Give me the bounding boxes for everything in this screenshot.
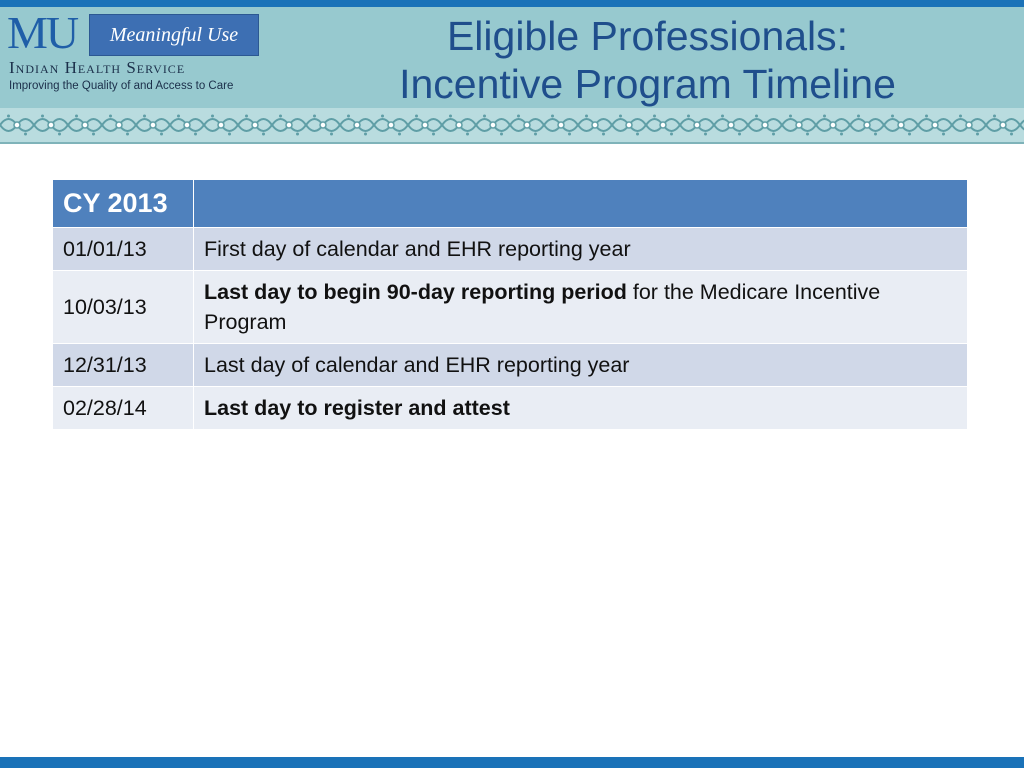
table-header-year: CY 2013	[53, 180, 194, 228]
decorative-pattern-band	[0, 108, 1024, 142]
page-title	[300, 12, 995, 108]
event-text: for the Medicare Incentive Program	[204, 280, 881, 334]
logo-tagline: Improving the Quality of and Access to Care	[9, 80, 234, 92]
table-cell-date: 01/01/13	[53, 228, 194, 271]
event-text: Last day of calendar and EHR reporting year	[204, 353, 630, 377]
table-cell-event	[194, 271, 968, 344]
pattern-ornament-icon	[0, 108, 1024, 142]
table-row	[53, 387, 968, 430]
table-row	[53, 228, 968, 271]
table-row	[53, 271, 968, 344]
page-title-line-2: Incentive Program Timeline	[399, 61, 896, 107]
event-emphasis: Last day to begin 90-day reporting period	[204, 280, 627, 304]
event-emphasis: Last day to register and attest	[204, 396, 510, 420]
table-cell-date: 12/31/13	[53, 344, 194, 387]
table-cell-event	[194, 387, 968, 430]
table-header-event	[194, 180, 968, 228]
table-cell-date: 10/03/13	[53, 271, 194, 344]
table-row	[53, 344, 968, 387]
page-title-line-1: Eligible Professionals:	[446, 13, 849, 59]
top-accent-stripe	[0, 0, 1024, 7]
timeline-table	[52, 179, 968, 430]
table-cell-event	[194, 344, 968, 387]
logo-org-name: Indian Health Service	[9, 58, 186, 77]
table-header-row	[53, 180, 968, 228]
logo-meaningful-use-badge: Meaningful Use	[89, 14, 259, 56]
logo-mu-text: MU	[7, 7, 78, 58]
bottom-accent-stripe	[0, 757, 1024, 768]
table-cell-date: 02/28/14	[53, 387, 194, 430]
header-divider	[0, 142, 1024, 144]
mu-logo	[7, 7, 262, 100]
event-text: First day of calendar and EHR reporting year	[204, 237, 631, 261]
table-cell-event	[194, 228, 968, 271]
